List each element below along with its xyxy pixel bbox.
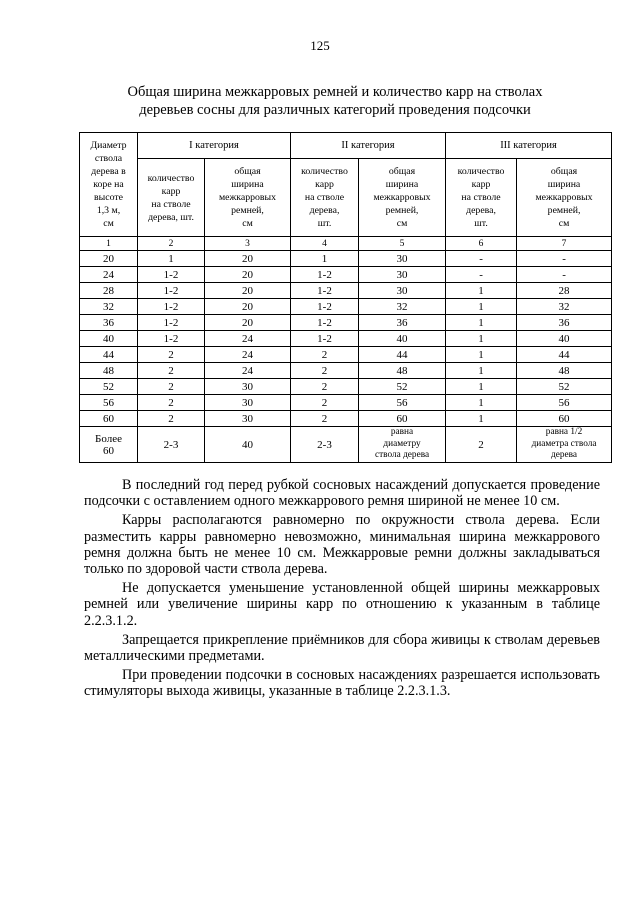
table-cell: 1 xyxy=(446,379,517,395)
table-cell: 28 xyxy=(517,283,612,299)
table-cell: 2 xyxy=(138,347,205,363)
table-cell: 40 xyxy=(517,331,612,347)
table-cell: 44 xyxy=(359,347,446,363)
c2-width-header: общая ширина межкарровых ремней, см xyxy=(359,159,446,237)
table-cell: 20 xyxy=(205,283,291,299)
table-cell: 1-2 xyxy=(291,331,359,347)
table-cell: 1-2 xyxy=(291,315,359,331)
diameter-cell: 40 xyxy=(80,331,138,347)
table-cell: 24 xyxy=(205,347,291,363)
table-cell: 32 xyxy=(359,299,446,315)
c1-count-header: количество карр на стволе дерева, шт. xyxy=(138,159,205,237)
table-title xyxy=(90,83,580,119)
table-cell: 36 xyxy=(517,315,612,331)
table-cell: 60 xyxy=(359,411,446,427)
diameter-cell: 24 xyxy=(80,267,138,283)
table-row xyxy=(80,379,612,395)
table-cell: 1-2 xyxy=(291,267,359,283)
paragraph: Не допускается уменьшение установленной общей ширины межкарровых ремней или увеличение ширины карр по отношению к указанным в таблице 2.2.3.1.2. xyxy=(84,580,600,629)
paragraph: При проведении подсочки в сосновых насаждениях разрешается использовать стимуляторы выхода живицы, указанные в таблице 2.2.3.1.3. xyxy=(84,667,600,700)
c2-count-header: количество карр на стволе дерева, шт. xyxy=(291,159,359,237)
diameter-cell: 60 xyxy=(80,411,138,427)
table-cell: 20 xyxy=(205,251,291,267)
table-cell: 2 xyxy=(138,411,205,427)
table-row-over-60 xyxy=(80,427,612,463)
table-cell: 48 xyxy=(517,363,612,379)
table-row xyxy=(80,411,612,427)
c1-width-header: общая ширина межкарровых ремней, см xyxy=(205,159,291,237)
table-cell: 36 xyxy=(359,315,446,331)
table-cell: 44 xyxy=(517,347,612,363)
table-cell: 1-2 xyxy=(291,299,359,315)
table-cell: равна диаметру ствола дерева xyxy=(359,427,446,463)
table-row xyxy=(80,331,612,347)
c3-count-header: количество карр на стволе дерева, шт. xyxy=(446,159,517,237)
table-cell: 1 xyxy=(291,251,359,267)
table-cell: 40 xyxy=(205,427,291,463)
table-row xyxy=(80,347,612,363)
column-number-row: 1 2 3 4 5 6 7 xyxy=(80,237,612,251)
table-cell: 20 xyxy=(205,315,291,331)
diameter-cell: 52 xyxy=(80,379,138,395)
table-cell: - xyxy=(517,267,612,283)
table-cell: 1 xyxy=(446,299,517,315)
table-cell: 2 xyxy=(138,379,205,395)
table-cell: 1-2 xyxy=(138,283,205,299)
table-cell: 56 xyxy=(359,395,446,411)
table-cell: 1-2 xyxy=(138,331,205,347)
table-cell: 30 xyxy=(205,395,291,411)
table-cell: 2 xyxy=(291,411,359,427)
table-cell: - xyxy=(446,251,517,267)
table-cell: 1 xyxy=(446,347,517,363)
paragraph: В последний год перед рубкой сосновых насаждений допускается проведение подсочки с оставлением одного межкаррового ремня шириной не менее 10 см. xyxy=(84,477,600,510)
table-cell: 2 xyxy=(291,395,359,411)
diameter-cell: Более 60 xyxy=(80,427,138,463)
table-row xyxy=(80,267,612,283)
table-cell: 1 xyxy=(446,363,517,379)
tapping-table xyxy=(79,132,612,463)
table-row xyxy=(80,315,612,331)
table-title-line: деревьев сосны для различных категорий проведения подсочки xyxy=(139,102,531,118)
table-cell: 52 xyxy=(359,379,446,395)
table-cell: 2 xyxy=(446,427,517,463)
table-cell: 1 xyxy=(446,283,517,299)
table-cell: 24 xyxy=(205,363,291,379)
table-cell: 24 xyxy=(205,331,291,347)
diameter-cell: 44 xyxy=(80,347,138,363)
table-cell: 48 xyxy=(359,363,446,379)
table-cell: 2 xyxy=(291,379,359,395)
table-cell: 30 xyxy=(359,267,446,283)
table-cell: 1-2 xyxy=(138,315,205,331)
table-cell: 1 xyxy=(446,395,517,411)
diameter-cell: 20 xyxy=(80,251,138,267)
table-cell: 2-3 xyxy=(291,427,359,463)
table-cell: 32 xyxy=(517,299,612,315)
table-cell: 1-2 xyxy=(291,283,359,299)
paragraph: Запрещается прикрепление приёмников для сбора живицы к стволам деревьев металлическими предметами. xyxy=(84,631,600,665)
table-cell: 30 xyxy=(205,379,291,395)
table-row xyxy=(80,363,612,379)
diameter-cell: 48 xyxy=(80,363,138,379)
table-cell: 1 xyxy=(138,251,205,267)
paragraph: Карры располагаются равномерно по окружности ствола дерева. Если разместить карры равномерно невозможно, минимальная ширина межкаррового ремня должна быть не менее 10 см. Межкарровые ремни должны закладываться только по здоровой части ствола дерева. xyxy=(84,512,600,578)
table-cell: 30 xyxy=(359,251,446,267)
table-cell: 52 xyxy=(517,379,612,395)
table-cell: - xyxy=(446,267,517,283)
table-row xyxy=(80,251,612,267)
table-cell: 1 xyxy=(446,331,517,347)
diameter-cell: 28 xyxy=(80,283,138,299)
body-text xyxy=(84,477,600,703)
diameter-cell: 36 xyxy=(80,315,138,331)
table-cell: 1 xyxy=(446,411,517,427)
page-number: 125 xyxy=(310,38,330,53)
table-cell: 56 xyxy=(517,395,612,411)
c3-width-header: общая ширина межкарровых ремней, см xyxy=(517,159,612,237)
table-cell: 60 xyxy=(517,411,612,427)
diameter-cell: 56 xyxy=(80,395,138,411)
table-cell: 1-2 xyxy=(138,267,205,283)
table-cell: 2-3 xyxy=(138,427,205,463)
table-row xyxy=(80,283,612,299)
table-cell: - xyxy=(517,251,612,267)
table-cell: 40 xyxy=(359,331,446,347)
table-cell: 20 xyxy=(205,267,291,283)
table-row xyxy=(80,299,612,315)
table-cell: 2 xyxy=(138,395,205,411)
table-row xyxy=(80,395,612,411)
table-cell: 2 xyxy=(138,363,205,379)
table-cell: 1 xyxy=(446,315,517,331)
table-cell: равна 1/2 диаметра ствола дерева xyxy=(517,427,612,463)
table-cell: 30 xyxy=(359,283,446,299)
category-2-header: II категория xyxy=(291,133,446,159)
table-cell: 20 xyxy=(205,299,291,315)
table-cell: 2 xyxy=(291,363,359,379)
diameter-cell: 32 xyxy=(80,299,138,315)
table-cell: 2 xyxy=(291,347,359,363)
category-3-header: III категория xyxy=(446,133,612,159)
table-cell: 30 xyxy=(205,411,291,427)
category-1-header: I категория xyxy=(138,133,291,159)
table-title-line: Общая ширина межкарровых ремней и количество карр на стволах xyxy=(127,84,543,100)
table-cell: 1-2 xyxy=(138,299,205,315)
diameter-column-header: Диаметр ствола дерева в коре на высоте 1,3 м, см xyxy=(80,133,138,237)
